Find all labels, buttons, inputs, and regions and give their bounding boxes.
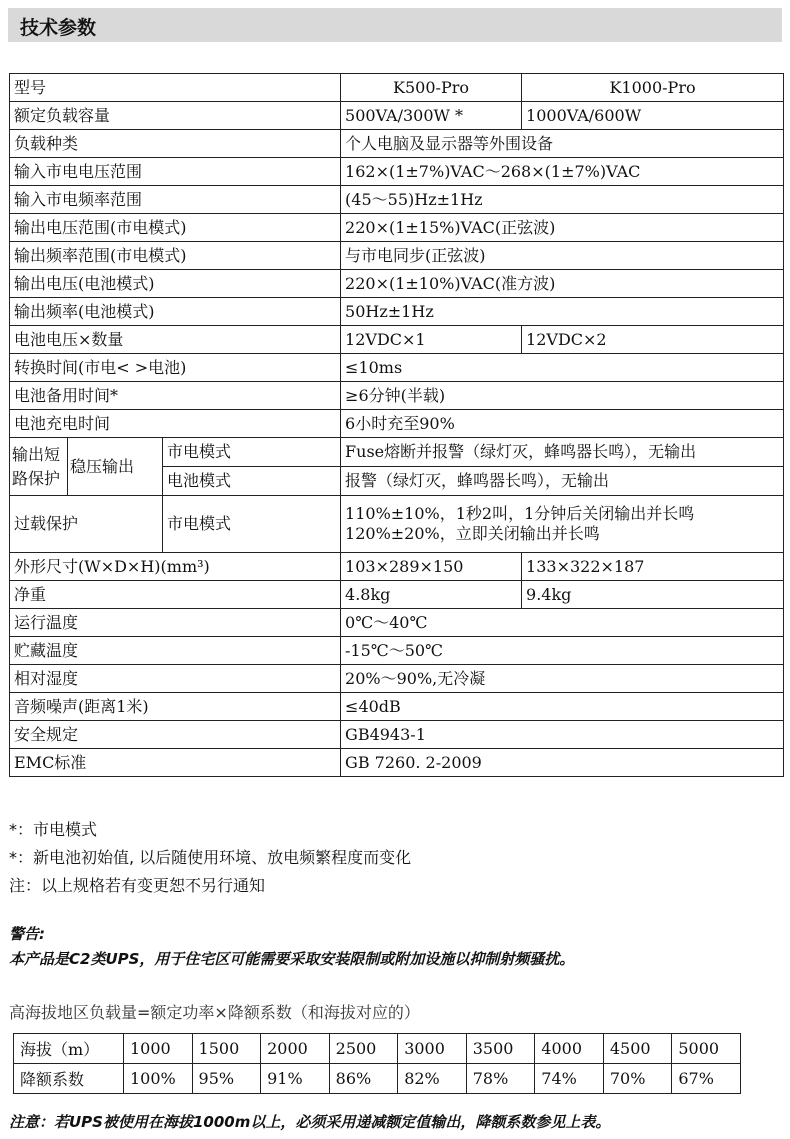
spec-value: -15℃～50℃ xyxy=(341,637,784,665)
mode-label: 电池模式 xyxy=(163,467,341,496)
table-row xyxy=(10,553,784,581)
model-b: K1000-Pro xyxy=(522,74,784,102)
warning-body: 本产品是C2类UPS，用于住宅区可能需要采取安装限制或附加设施以抑制射频骚扰。 xyxy=(9,950,575,968)
table-row xyxy=(10,693,784,721)
spec-label: 输出电压范围(市电模式) xyxy=(10,214,341,242)
table-row xyxy=(10,382,784,410)
table-row xyxy=(10,298,784,326)
altitude-table xyxy=(13,1033,741,1094)
table-row xyxy=(10,496,784,553)
spec-label: 电池备用时间* xyxy=(10,382,341,410)
spec-value-a: 4.8kg xyxy=(341,581,522,609)
spec-label: 负载种类 xyxy=(10,130,341,158)
overload-line-2: 120%±20%，立即关闭输出并长鸣 xyxy=(345,524,600,543)
altitude-cell: 3000 xyxy=(398,1034,467,1064)
spec-value-b: 1000VA/600W xyxy=(522,102,784,130)
spec-value: 50Hz±1Hz xyxy=(341,298,784,326)
note-2: *：新电池初始值, 以后随使用环境、放电频繁程度而变化 xyxy=(9,848,412,867)
table-row xyxy=(10,637,784,665)
table-row xyxy=(10,102,784,130)
table-row xyxy=(10,270,784,298)
spec-value-a: 103×289×150 xyxy=(341,553,522,581)
spec-label: 电池电压×数量 xyxy=(10,326,341,354)
spec-value-b: 133×322×187 xyxy=(522,553,784,581)
factor-cell: 70% xyxy=(603,1064,672,1094)
spec-value: 个人电脑及显示器等外围设备 xyxy=(341,130,784,158)
spec-value: 报警（绿灯灭，蜂鸣器长鸣），无输出 xyxy=(341,467,784,496)
spec-label: 输出电压(电池模式) xyxy=(10,270,341,298)
altitude-cell: 4000 xyxy=(535,1034,604,1064)
table-row xyxy=(10,354,784,382)
overload-value xyxy=(341,496,784,553)
spec-value: Fuse熔断并报警（绿灯灭，蜂鸣器长鸣），无输出 xyxy=(341,438,784,467)
altitude-cell: 1000 xyxy=(124,1034,193,1064)
spec-value: GB 7260. 2-2009 xyxy=(341,749,784,777)
factor-cell: 67% xyxy=(672,1064,741,1094)
table-row xyxy=(10,581,784,609)
spec-label: 贮藏温度 xyxy=(10,637,341,665)
section-heading-bar xyxy=(8,8,782,42)
spec-label: 型号 xyxy=(10,74,341,102)
table-row xyxy=(10,74,784,102)
spec-label: 过载保护 xyxy=(10,496,163,553)
spec-label: 外形尺寸(W×D×H)(mm³) xyxy=(10,553,341,581)
spec-label: 净重 xyxy=(10,581,341,609)
altitude-cell: 2500 xyxy=(329,1034,398,1064)
table-row xyxy=(10,749,784,777)
table-row xyxy=(10,214,784,242)
altitude-cell: 2000 xyxy=(261,1034,330,1064)
spec-value: ≤40dB xyxy=(341,693,784,721)
short-circuit-label: 输出短路保护 xyxy=(10,438,68,496)
altitude-row xyxy=(14,1034,741,1064)
overload-line-1: 110%±10%，1秒2叫，1分钟后关闭输出并长鸣 xyxy=(345,504,695,523)
table-row xyxy=(10,609,784,637)
spec-label: 安全规定 xyxy=(10,721,341,749)
factor-cell: 86% xyxy=(329,1064,398,1094)
spec-table xyxy=(9,73,784,777)
spec-label: 输出频率范围(市电模式) xyxy=(10,242,341,270)
spec-value: 20%～90%,无冷凝 xyxy=(341,665,784,693)
spec-value-b: 9.4kg xyxy=(522,581,784,609)
factor-cell: 91% xyxy=(261,1064,330,1094)
short-circuit-sub: 稳压输出 xyxy=(68,438,163,496)
factor-cell: 78% xyxy=(466,1064,535,1094)
table-row xyxy=(10,326,784,354)
table-row xyxy=(10,410,784,438)
spec-label: 相对湿度 xyxy=(10,665,341,693)
table-row xyxy=(10,158,784,186)
spec-label: 电池充电时间 xyxy=(10,410,341,438)
spec-label: EMC标准 xyxy=(10,749,341,777)
spec-value: GB4943-1 xyxy=(341,721,784,749)
altitude-cell: 5000 xyxy=(672,1034,741,1064)
mode-label: 市电模式 xyxy=(163,496,341,553)
altitude-title: 高海拔地区负载量=额定功率×降额系数（和海拔对应的） xyxy=(9,1003,420,1022)
spec-value-b: 12VDC×2 xyxy=(522,326,784,354)
spec-value: ≥6分钟(半载) xyxy=(341,382,784,410)
altitude-cell: 3500 xyxy=(466,1034,535,1064)
spec-value: 220×(1±15%)VAC(正弦波) xyxy=(341,214,784,242)
factor-cell: 100% xyxy=(124,1064,193,1094)
spec-label: 音频噪声(距离1米) xyxy=(10,693,341,721)
spec-label: 输入市电电压范围 xyxy=(10,158,341,186)
warning xyxy=(9,922,574,972)
model-a: K500-Pro xyxy=(341,74,522,102)
spec-value: ≤10ms xyxy=(341,354,784,382)
factor-cell: 74% xyxy=(535,1064,604,1094)
spec-label: 转换时间(市电< >电池) xyxy=(10,354,341,382)
table-row xyxy=(10,665,784,693)
factor-cell: 95% xyxy=(192,1064,261,1094)
spec-label: 运行温度 xyxy=(10,609,341,637)
factor-cell: 82% xyxy=(398,1064,467,1094)
footnote: 注意：若UPS被使用在海拔1000m以上，必须采用递减额定值输出，降额系数参见上表。 xyxy=(9,1113,611,1131)
table-row xyxy=(10,242,784,270)
notes xyxy=(9,816,411,900)
spec-label: 输出频率(电池模式) xyxy=(10,298,341,326)
note-1: *：市电模式 xyxy=(9,820,98,839)
spec-value-a: 12VDC×1 xyxy=(341,326,522,354)
spec-label: 额定负载容量 xyxy=(10,102,341,130)
factor-row xyxy=(14,1064,741,1094)
section-heading: 技术参数 xyxy=(20,17,97,39)
spec-value: 220×(1±10%)VAC(准方波) xyxy=(341,270,784,298)
table-row xyxy=(10,721,784,749)
spec-value-a: 500VA/300W * xyxy=(341,102,522,130)
note-3: 注：以上规格若有变更恕不另行通知 xyxy=(9,876,266,895)
factor-label: 降额系数 xyxy=(14,1064,124,1094)
spec-value: 0℃～40℃ xyxy=(341,609,784,637)
spec-value: 162×(1±7%)VAC～268×(1±7%)VAC xyxy=(341,158,784,186)
altitude-label: 海拔（m） xyxy=(14,1034,124,1064)
altitude-cell: 1500 xyxy=(192,1034,261,1064)
spec-value: (45～55)Hz±1Hz xyxy=(341,186,784,214)
mode-label: 市电模式 xyxy=(163,438,341,467)
table-row xyxy=(10,438,784,467)
warning-title: 警告: xyxy=(9,925,45,943)
table-row xyxy=(10,186,784,214)
altitude-cell: 4500 xyxy=(603,1034,672,1064)
spec-label: 输入市电频率范围 xyxy=(10,186,341,214)
table-row xyxy=(10,130,784,158)
spec-value: 与市电同步(正弦波) xyxy=(341,242,784,270)
spec-value: 6小时充至90% xyxy=(341,410,784,438)
